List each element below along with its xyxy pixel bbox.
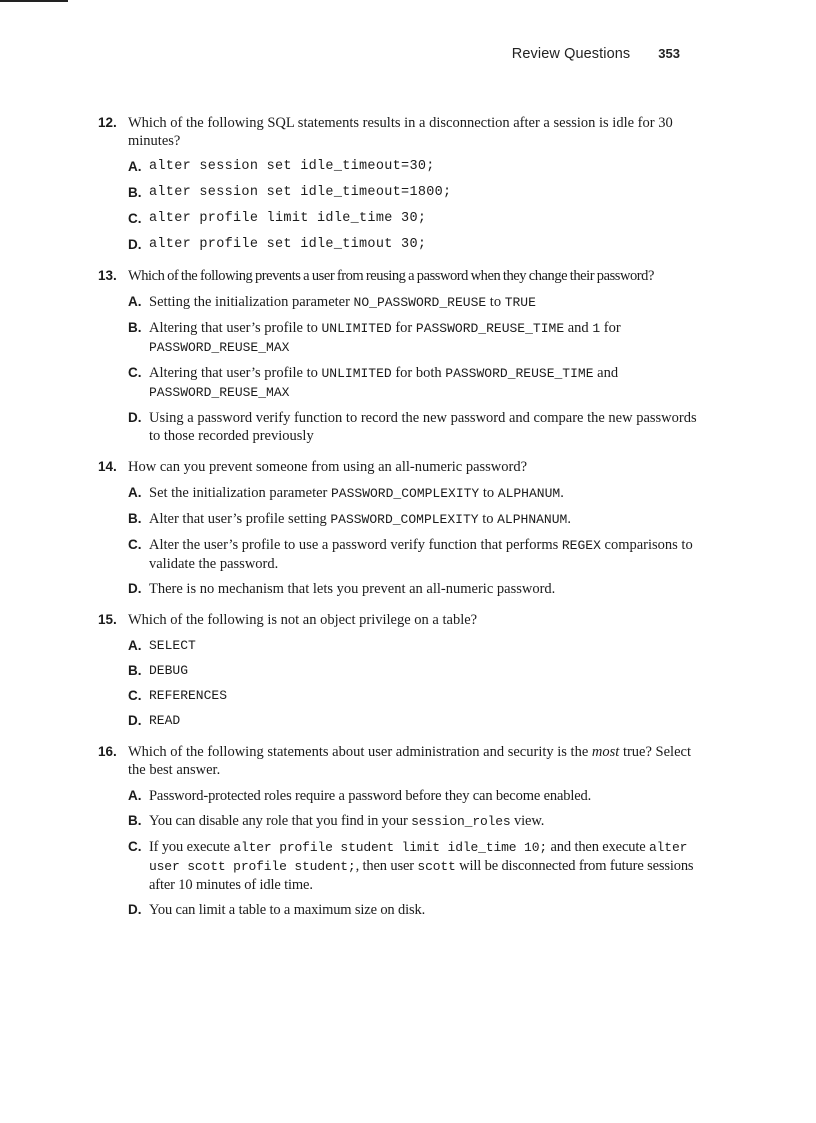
question-14 [98, 458, 698, 598]
option-letter: B. [128, 185, 142, 200]
option-text: alter profile set idle_timout 30; [149, 237, 427, 252]
question-number: 13. [98, 268, 117, 283]
option-letter: A. [128, 788, 142, 803]
option-d [128, 409, 698, 445]
option-text: There is no mechanism that lets you prevent an all-numeric password. [149, 581, 556, 597]
option-text: If you execute alter profile student limit idle_time 10; and then execute alter user scott profile student;, then user scott will be disconnected from future sessions after 10 minutes of idle time. [149, 839, 694, 893]
option-d [128, 580, 698, 598]
option-letter: A. [128, 638, 142, 653]
option-a [128, 787, 698, 805]
option-letter: C. [128, 537, 142, 552]
option-text: Alter the user’s profile to use a password verify function that performs REGEX comparisons to validate the password. [149, 537, 693, 572]
option-c [128, 364, 698, 402]
option-d [128, 236, 698, 254]
option-letter: C. [128, 365, 142, 380]
option-c [128, 210, 698, 228]
option-letter: C. [128, 839, 142, 854]
question-16 [98, 743, 698, 919]
option-text: You can limit a table to a maximum size on disk. [149, 902, 426, 918]
option-text: You can disable any role that you find in your session_roles view. [149, 813, 545, 829]
option-text: Set the initialization parameter PASSWORD_COMPLEXITY to ALPHANUM. [149, 485, 564, 501]
option-text: Using a password verify function to record the new password and compare the new passwords to those recorded previously [149, 410, 697, 444]
section-title: Review Questions [511, 46, 631, 62]
option-letter: D. [128, 902, 142, 917]
option-d [128, 901, 698, 919]
option-text: Altering that user’s profile to UNLIMITED for PASSWORD_REUSE_TIME and 1 for PASSWORD_REUSE_MAX [149, 320, 621, 355]
question-text: Which of the following SQL statements results in a disconnection after a session is idle for 30 minutes? [128, 115, 673, 149]
option-b [128, 812, 698, 831]
option-text: READ [149, 713, 181, 728]
option-letter: A. [128, 159, 142, 174]
option-text: SELECT [149, 638, 196, 653]
option-c [128, 838, 698, 894]
question-number: 14. [98, 459, 117, 474]
question-13 [98, 267, 698, 445]
option-c [128, 536, 698, 573]
option-letter: D. [128, 237, 142, 252]
option-text: Password-protected roles require a password before they can become enabled. [149, 788, 592, 804]
option-text: alter session set idle_timeout=30; [149, 159, 435, 174]
option-a [128, 158, 698, 176]
question-text: Which of the following statements about user administration and security is the most true? Select the best answer. [128, 744, 691, 778]
option-a [128, 293, 698, 312]
question-number: 15. [98, 612, 117, 627]
running-head [512, 46, 680, 62]
option-a [128, 484, 698, 503]
option-letter: B. [128, 813, 142, 828]
option-text: Alter that user’s profile setting PASSWORD_COMPLEXITY to ALPHNANUM. [149, 511, 571, 527]
option-text: alter session set idle_timeout=1800; [149, 185, 452, 200]
option-letter: D. [128, 713, 142, 728]
corner-rule [0, 0, 68, 2]
option-letter: D. [128, 581, 142, 596]
option-b [128, 510, 698, 529]
question-text: How can you prevent someone from using an all-numeric password? [128, 459, 528, 475]
question-number: 16. [98, 744, 117, 759]
option-b [128, 319, 698, 357]
option-text: REFERENCES [149, 688, 228, 703]
option-letter: A. [128, 485, 142, 500]
option-letter: C. [128, 211, 142, 226]
option-letter: B. [128, 511, 142, 526]
question-15 [98, 611, 698, 730]
option-text: alter profile limit idle_time 30; [149, 211, 427, 226]
option-letter: B. [128, 320, 142, 335]
option-letter: C. [128, 688, 142, 703]
option-b [128, 184, 698, 202]
option-text: Altering that user’s profile to UNLIMITED for both PASSWORD_REUSE_TIME and PASSWORD_REUSE_MAX [149, 365, 619, 400]
question-list [98, 114, 698, 932]
question-12 [98, 114, 698, 254]
option-a [128, 637, 698, 655]
option-letter: B. [128, 663, 142, 678]
question-text: Which of the following is not an object privilege on a table? [128, 612, 478, 628]
option-letter: D. [128, 410, 142, 425]
option-b [128, 662, 698, 680]
question-text: Which of the following prevents a user from reusing a password when they change their password? [128, 268, 654, 284]
option-letter: A. [128, 294, 142, 309]
question-number: 12. [98, 115, 117, 130]
option-c [128, 687, 698, 705]
option-text: DEBUG [149, 663, 189, 678]
option-d [128, 712, 698, 730]
page-number: 353 [658, 46, 680, 61]
option-text: Setting the initialization parameter NO_PASSWORD_REUSE to TRUE [149, 294, 536, 310]
